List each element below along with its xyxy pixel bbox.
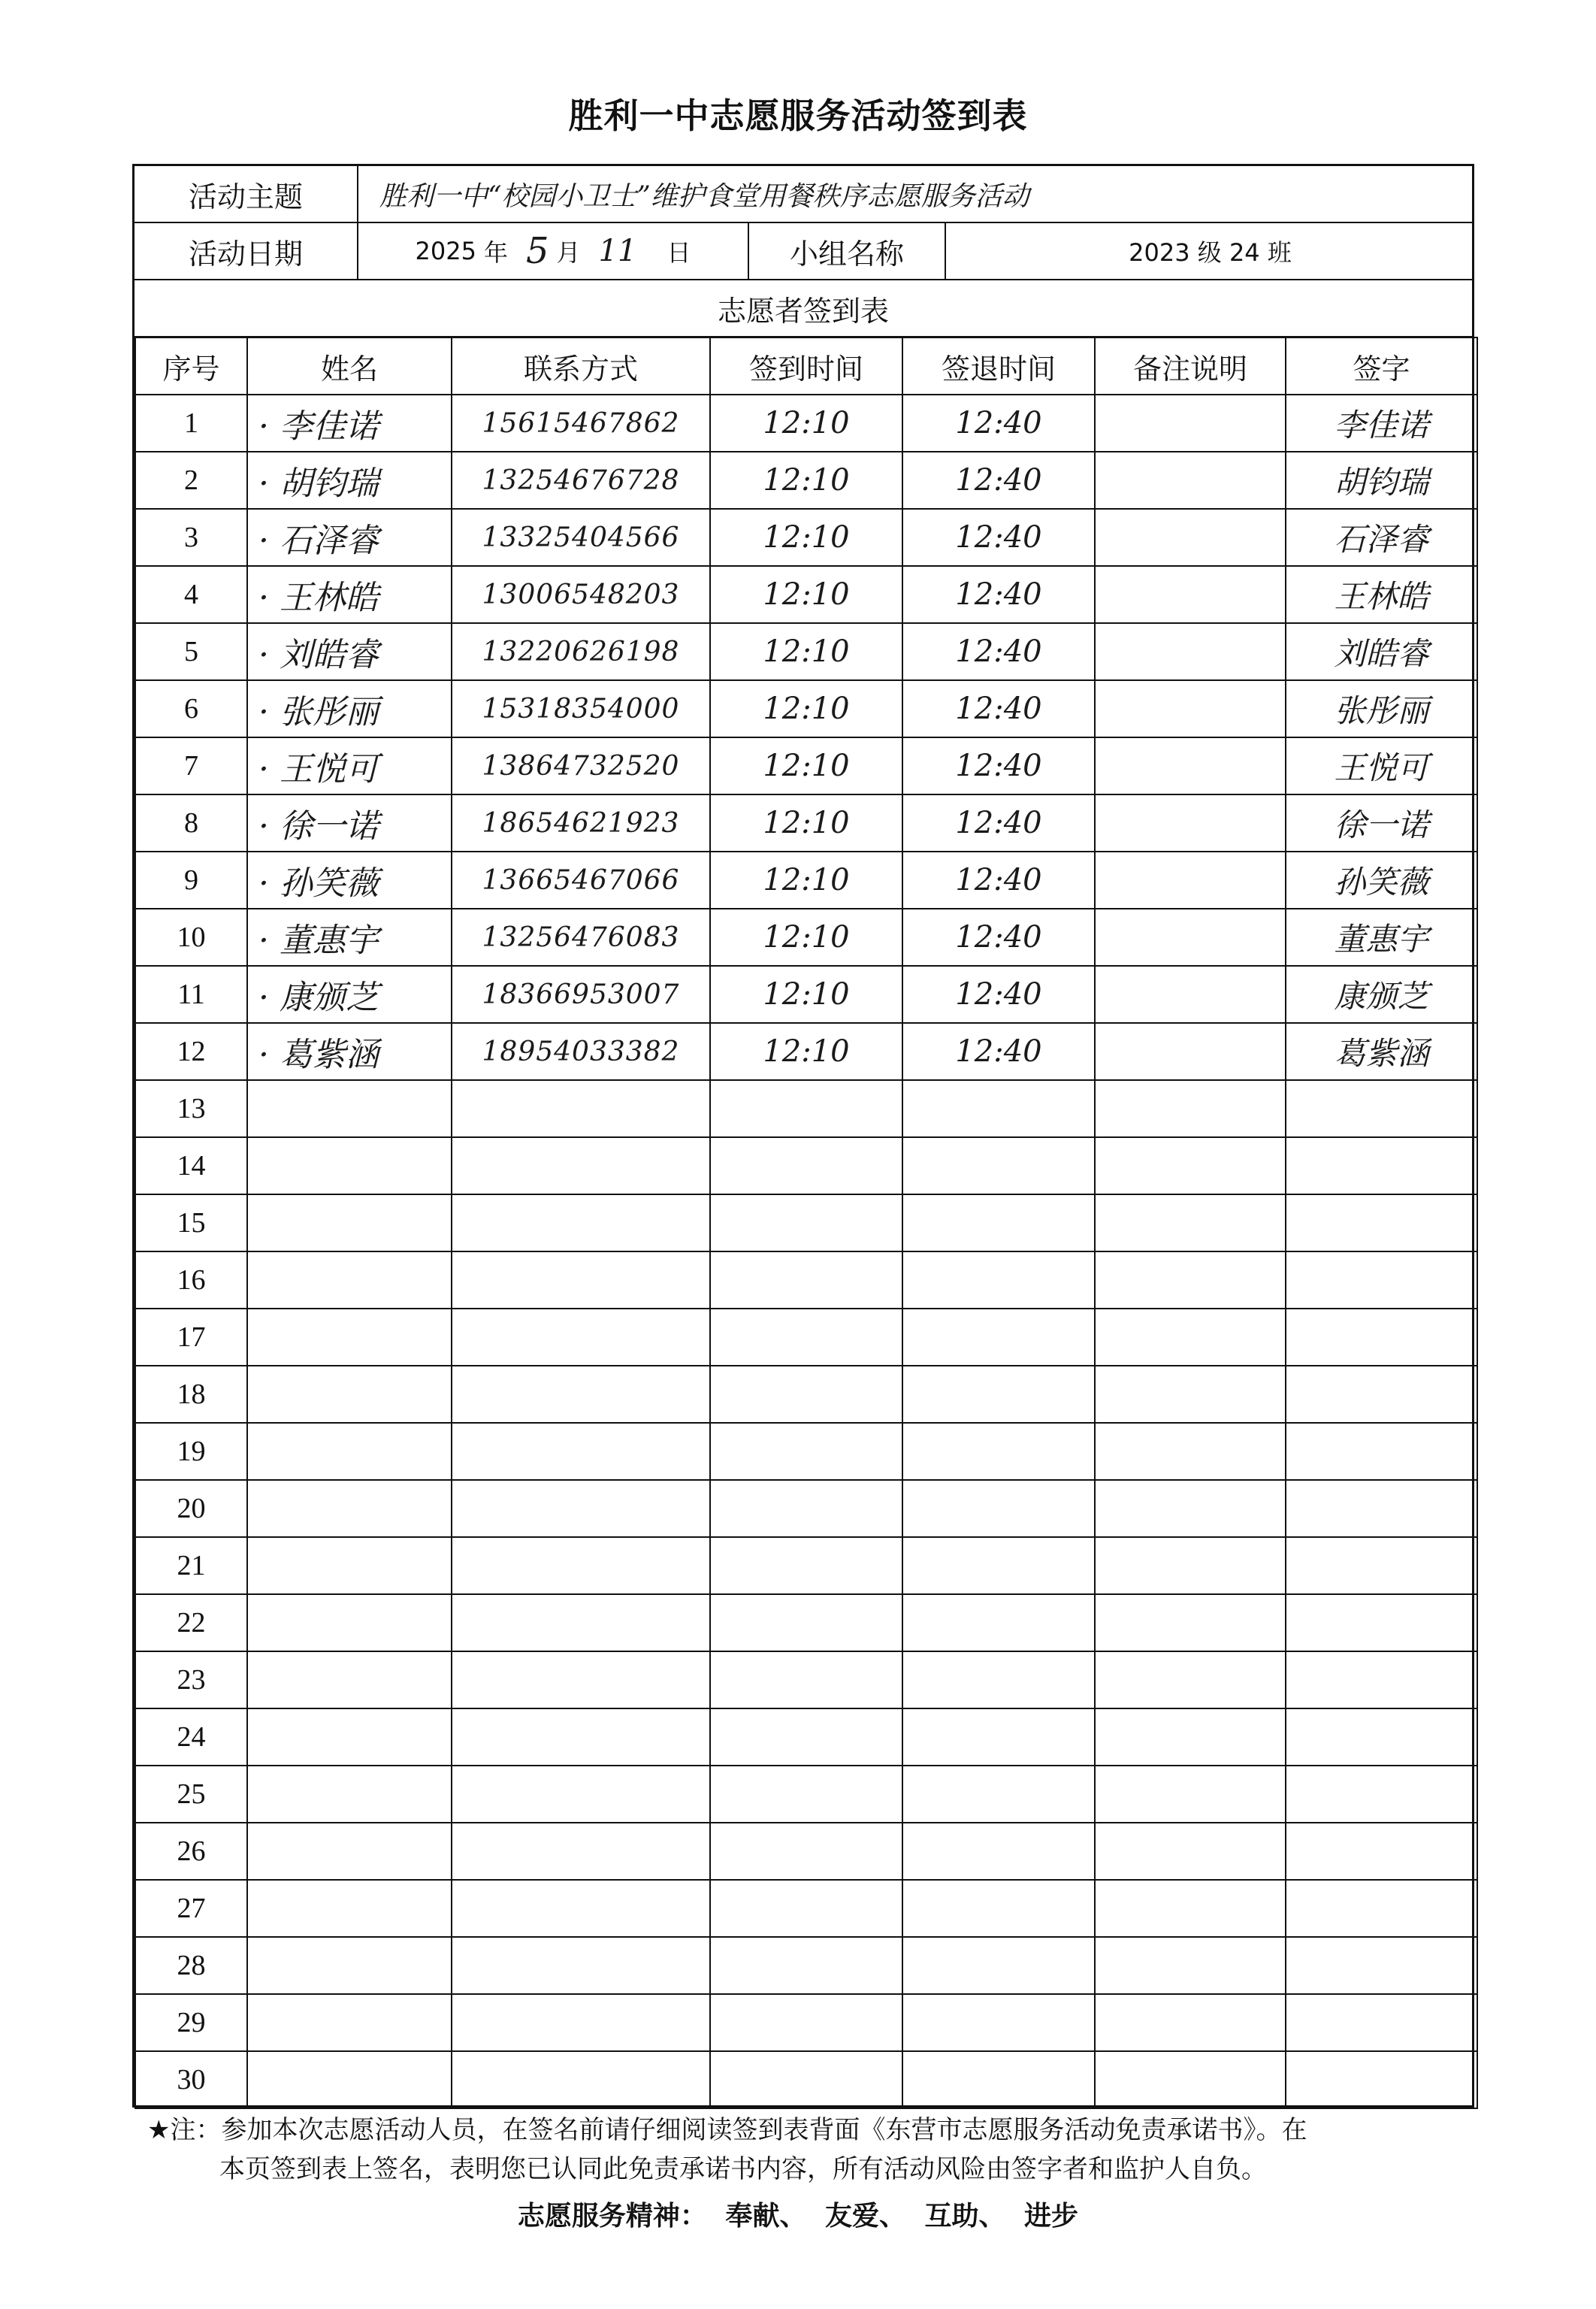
signature: 张彤丽 — [1286, 680, 1477, 737]
volunteer-name: · 孙笑薇 — [247, 852, 452, 909]
signature — [1286, 1594, 1477, 1651]
contact-phone: 13220626198 — [452, 623, 710, 680]
table-body — [135, 395, 1477, 2108]
contact-phone — [452, 1594, 710, 1651]
table-row — [135, 1766, 1477, 1823]
col-signature-header: 签字 — [1286, 337, 1477, 395]
contact-phone — [452, 1937, 710, 1994]
remarks — [1095, 852, 1286, 909]
remarks — [1095, 1708, 1286, 1766]
table-row — [135, 1480, 1477, 1537]
volunteer-name: · 刘皓睿 — [247, 623, 452, 680]
col-checkin-header: 签到时间 — [710, 337, 902, 395]
checkout-time: 12:40 — [902, 909, 1095, 966]
signature — [1286, 1937, 1477, 1994]
signature: 葛紫涵 — [1286, 1023, 1477, 1080]
contact-phone: 13006548203 — [452, 566, 710, 623]
volunteer-name: · 徐一诺 — [247, 794, 452, 852]
remarks — [1095, 395, 1286, 452]
signature — [1286, 1994, 1477, 2051]
signature — [1286, 1251, 1477, 1309]
row-number: 23 — [135, 1651, 247, 1708]
checkout-time — [902, 1194, 1095, 1251]
table-row — [135, 1937, 1477, 1994]
table-row — [135, 509, 1477, 566]
table-row — [135, 1708, 1477, 1766]
checkout-time: 12:40 — [902, 852, 1095, 909]
signin-sheet — [132, 164, 1474, 2108]
volunteer-name: · 李佳诺 — [247, 395, 452, 452]
table-row — [135, 623, 1477, 680]
table-row — [135, 1537, 1477, 1594]
remarks — [1095, 1823, 1286, 1880]
date-day: 11 — [598, 234, 637, 268]
checkin-time: 12:10 — [710, 966, 902, 1023]
contact-phone: 13256476083 — [452, 909, 710, 966]
checkout-time — [902, 1423, 1095, 1480]
table-row — [135, 966, 1477, 1023]
section-title: 志愿者签到表 — [717, 294, 889, 328]
checkin-time — [710, 1423, 902, 1480]
remarks — [1095, 1309, 1286, 1366]
checkin-time — [710, 1080, 902, 1137]
remarks — [1095, 1194, 1286, 1251]
contact-phone: 13665467066 — [452, 852, 710, 909]
remarks — [1095, 1423, 1286, 1480]
row-number: 19 — [135, 1423, 247, 1480]
row-number: 7 — [135, 737, 247, 794]
signature — [1286, 1823, 1477, 1880]
table-row — [135, 794, 1477, 852]
checkin-time: 12:10 — [710, 1023, 902, 1080]
remarks — [1095, 1023, 1286, 1080]
volunteer-name — [247, 1651, 452, 1708]
signature — [1286, 1309, 1477, 1366]
volunteer-name — [247, 1708, 452, 1766]
row-number: 2 — [135, 452, 247, 509]
table-row — [135, 395, 1477, 452]
signature: 董惠宇 — [1286, 909, 1477, 966]
signature: 王林皓 — [1286, 566, 1477, 623]
volunteer-name — [247, 1480, 452, 1537]
remarks — [1095, 1137, 1286, 1194]
volunteer-name — [247, 2051, 452, 2108]
row-number: 15 — [135, 1194, 247, 1251]
row-number: 17 — [135, 1309, 247, 1366]
table-row — [135, 737, 1477, 794]
theme-label: 活动主题 — [135, 166, 358, 222]
table-row — [135, 909, 1477, 966]
row-number: 4 — [135, 566, 247, 623]
checkin-time — [710, 1823, 902, 1880]
volunteer-name — [247, 1766, 452, 1823]
date-value — [358, 223, 749, 279]
contact-phone: 15318354000 — [452, 680, 710, 737]
checkin-time — [710, 1537, 902, 1594]
contact-phone: 18366953007 — [452, 966, 710, 1023]
volunteer-name — [247, 1366, 452, 1423]
checkout-time: 12:40 — [902, 1023, 1095, 1080]
checkin-time — [710, 1594, 902, 1651]
row-number: 26 — [135, 1823, 247, 1880]
remarks — [1095, 909, 1286, 966]
row-number: 3 — [135, 509, 247, 566]
date-year: 2025 — [415, 237, 476, 265]
checkin-time: 12:10 — [710, 794, 902, 852]
volunteer-name: · 葛紫涵 — [247, 1023, 452, 1080]
checkout-time — [902, 1880, 1095, 1937]
checkin-time: 12:10 — [710, 852, 902, 909]
checkout-time — [902, 1823, 1095, 1880]
checkout-time — [902, 1994, 1095, 2051]
contact-phone — [452, 1251, 710, 1309]
volunteer-name — [247, 1194, 452, 1251]
signature: 胡钧瑞 — [1286, 452, 1477, 509]
footer-note-line2: 本页签到表上签名，表明您已认同此免责承诺书内容，所有活动风险由签字者和监护人自负。 — [219, 2154, 1267, 2184]
volunteer-name — [247, 1594, 452, 1651]
table-row — [135, 1194, 1477, 1251]
contact-phone — [452, 1651, 710, 1708]
checkin-time — [710, 1880, 902, 1937]
row-number: 29 — [135, 1994, 247, 2051]
volunteer-name — [247, 1251, 452, 1309]
date-year-unit: 年 — [483, 238, 508, 267]
group-value: 2023 级 24 班 — [1129, 238, 1292, 267]
signature: 徐一诺 — [1286, 794, 1477, 852]
checkin-time — [710, 1137, 902, 1194]
contact-phone — [452, 1080, 710, 1137]
table-row — [135, 1137, 1477, 1194]
signature — [1286, 1366, 1477, 1423]
checkout-time: 12:40 — [902, 966, 1095, 1023]
table-row — [135, 1023, 1477, 1080]
row-number: 28 — [135, 1937, 247, 1994]
remarks — [1095, 1366, 1286, 1423]
volunteer-name: · 胡钧瑞 — [247, 452, 452, 509]
contact-phone: 18654621923 — [452, 794, 710, 852]
page-title: 胜利一中志愿服务活动签到表 — [568, 95, 1028, 136]
contact-phone — [452, 1537, 710, 1594]
signature: 康颁芝 — [1286, 966, 1477, 1023]
date-month-unit: 月 — [556, 238, 581, 267]
table-row — [135, 1651, 1477, 1708]
table-row — [135, 1251, 1477, 1309]
theme-row — [135, 166, 1472, 223]
date-label: 活动日期 — [135, 223, 358, 279]
col-phone-header: 联系方式 — [452, 337, 710, 395]
remarks — [1095, 794, 1286, 852]
contact-phone — [452, 1423, 710, 1480]
row-number: 30 — [135, 2051, 247, 2108]
remarks — [1095, 1651, 1286, 1708]
date-row — [135, 223, 1472, 280]
table-row — [135, 680, 1477, 737]
table-row — [135, 452, 1477, 509]
table-header-row — [135, 337, 1477, 395]
signature: 李佳诺 — [1286, 395, 1477, 452]
row-number: 9 — [135, 852, 247, 909]
checkout-time: 12:40 — [902, 737, 1095, 794]
contact-phone — [452, 1766, 710, 1823]
contact-phone — [452, 1480, 710, 1537]
contact-phone — [452, 1880, 710, 1937]
volunteer-name — [247, 1309, 452, 1366]
checkout-time — [902, 1937, 1095, 1994]
checkin-time — [710, 1366, 902, 1423]
checkin-time — [710, 1194, 902, 1251]
checkin-time — [710, 1480, 902, 1537]
checkout-time — [902, 1080, 1095, 1137]
checkout-time: 12:40 — [902, 395, 1095, 452]
volunteer-spirit: 志愿服务精神： 奉献、 友爱、 互助、 进步 — [517, 2201, 1079, 2232]
checkout-time: 12:40 — [902, 794, 1095, 852]
checkout-time — [902, 1766, 1095, 1823]
contact-phone — [452, 1194, 710, 1251]
volunteer-name: · 董惠宇 — [247, 909, 452, 966]
footer-note-line1: ★注：参加本次志愿活动人员，在签名前请仔细阅读签到表背面《东营市志愿服务活动免责承诺书》。在 — [147, 2115, 1307, 2145]
col-name-header: 姓名 — [247, 337, 452, 395]
table-row — [135, 1423, 1477, 1480]
volunteer-name — [247, 1994, 452, 2051]
checkin-time: 12:10 — [710, 452, 902, 509]
checkin-time — [710, 1937, 902, 1994]
date-day-unit: 日 — [667, 238, 691, 267]
signature — [1286, 1537, 1477, 1594]
date-month: 5 — [525, 230, 549, 272]
row-number: 10 — [135, 909, 247, 966]
checkin-time: 12:10 — [710, 566, 902, 623]
contact-phone: 13325404566 — [452, 509, 710, 566]
table-row — [135, 1880, 1477, 1937]
checkout-time — [902, 1480, 1095, 1537]
checkin-time — [710, 1651, 902, 1708]
signature — [1286, 1080, 1477, 1137]
contact-phone: 13864732520 — [452, 737, 710, 794]
checkout-time — [902, 1309, 1095, 1366]
row-number: 6 — [135, 680, 247, 737]
remarks — [1095, 680, 1286, 737]
row-number: 21 — [135, 1537, 247, 1594]
row-number: 12 — [135, 1023, 247, 1080]
remarks — [1095, 1766, 1286, 1823]
signature — [1286, 1423, 1477, 1480]
table-row — [135, 852, 1477, 909]
group-label: 小组名称 — [749, 223, 946, 279]
remarks — [1095, 2051, 1286, 2108]
checkout-time — [902, 1594, 1095, 1651]
col-checkout-header: 签退时间 — [902, 337, 1095, 395]
signature — [1286, 1651, 1477, 1708]
checkout-time: 12:40 — [902, 680, 1095, 737]
signature: 刘皓睿 — [1286, 623, 1477, 680]
row-number: 14 — [135, 1137, 247, 1194]
volunteer-table — [135, 337, 1478, 2109]
remarks — [1095, 509, 1286, 566]
section-row — [135, 280, 1472, 337]
checkout-time — [902, 1137, 1095, 1194]
checkin-time: 12:10 — [710, 623, 902, 680]
contact-phone — [452, 2051, 710, 2108]
remarks — [1095, 1080, 1286, 1137]
table-row — [135, 1994, 1477, 2051]
table-row — [135, 2051, 1477, 2108]
contact-phone — [452, 1137, 710, 1194]
remarks — [1095, 1594, 1286, 1651]
row-number: 20 — [135, 1480, 247, 1537]
checkout-time — [902, 1251, 1095, 1309]
contact-phone: 18954033382 — [452, 1023, 710, 1080]
checkin-time — [710, 1994, 902, 2051]
checkin-time: 12:10 — [710, 737, 902, 794]
remarks — [1095, 452, 1286, 509]
contact-phone — [452, 1994, 710, 2051]
checkin-time — [710, 1708, 902, 1766]
checkout-time: 12:40 — [902, 623, 1095, 680]
signature: 孙笑薇 — [1286, 852, 1477, 909]
volunteer-name — [247, 1880, 452, 1937]
row-number: 11 — [135, 966, 247, 1023]
row-number: 27 — [135, 1880, 247, 1937]
remarks — [1095, 1480, 1286, 1537]
table-row — [135, 1309, 1477, 1366]
checkin-time: 12:10 — [710, 680, 902, 737]
checkout-time — [902, 1708, 1095, 1766]
row-number: 1 — [135, 395, 247, 452]
volunteer-name — [247, 1423, 452, 1480]
remarks — [1095, 966, 1286, 1023]
signature: 石泽睿 — [1286, 509, 1477, 566]
checkin-time — [710, 1766, 902, 1823]
signature — [1286, 1194, 1477, 1251]
volunteer-name — [247, 1823, 452, 1880]
row-number: 24 — [135, 1708, 247, 1766]
checkin-time: 12:10 — [710, 395, 902, 452]
volunteer-name: · 张彤丽 — [247, 680, 452, 737]
col-no-header: 序号 — [135, 337, 247, 395]
volunteer-name — [247, 1080, 452, 1137]
checkout-time: 12:40 — [902, 509, 1095, 566]
row-number: 16 — [135, 1251, 247, 1309]
row-number: 13 — [135, 1080, 247, 1137]
row-number: 5 — [135, 623, 247, 680]
volunteer-name — [247, 1137, 452, 1194]
row-number: 25 — [135, 1766, 247, 1823]
checkin-time — [710, 2051, 902, 2108]
checkout-time: 12:40 — [902, 452, 1095, 509]
volunteer-name: · 石泽睿 — [247, 509, 452, 566]
volunteer-name — [247, 1537, 452, 1594]
contact-phone — [452, 1366, 710, 1423]
remarks — [1095, 737, 1286, 794]
checkout-time — [902, 1537, 1095, 1594]
row-number: 8 — [135, 794, 247, 852]
contact-phone — [452, 1823, 710, 1880]
checkin-time: 12:10 — [710, 909, 902, 966]
checkin-time: 12:10 — [710, 509, 902, 566]
checkin-time — [710, 1251, 902, 1309]
checkin-time — [710, 1309, 902, 1366]
remarks — [1095, 566, 1286, 623]
volunteer-name: · 王悦可 — [247, 737, 452, 794]
signature — [1286, 1766, 1477, 1823]
remarks — [1095, 1251, 1286, 1309]
signature — [1286, 1480, 1477, 1537]
remarks — [1095, 1537, 1286, 1594]
signature: 王悦可 — [1286, 737, 1477, 794]
remarks — [1095, 623, 1286, 680]
theme-value: 胜利一中“校园小卫士”维护食堂用餐秩序志愿服务活动 — [379, 180, 1029, 212]
col-remarks-header: 备注说明 — [1095, 337, 1286, 395]
table-row — [135, 566, 1477, 623]
remarks — [1095, 1880, 1286, 1937]
volunteer-name: · 王林皓 — [247, 566, 452, 623]
contact-phone: 15615467862 — [452, 395, 710, 452]
signature — [1286, 1137, 1477, 1194]
signature — [1286, 1880, 1477, 1937]
table-row — [135, 1823, 1477, 1880]
checkout-time: 12:40 — [902, 566, 1095, 623]
checkout-time — [902, 2051, 1095, 2108]
row-number: 18 — [135, 1366, 247, 1423]
remarks — [1095, 1994, 1286, 2051]
contact-phone: 13254676728 — [452, 452, 710, 509]
remarks — [1095, 1937, 1286, 1994]
table-row — [135, 1366, 1477, 1423]
volunteer-name — [247, 1937, 452, 1994]
contact-phone — [452, 1708, 710, 1766]
table-row — [135, 1594, 1477, 1651]
volunteer-name: · 康颁芝 — [247, 966, 452, 1023]
contact-phone — [452, 1309, 710, 1366]
footer-note — [147, 2111, 1470, 2189]
checkout-time — [902, 1651, 1095, 1708]
row-number: 22 — [135, 1594, 247, 1651]
signature — [1286, 1708, 1477, 1766]
signature — [1286, 2051, 1477, 2108]
checkout-time — [902, 1366, 1095, 1423]
table-row — [135, 1080, 1477, 1137]
